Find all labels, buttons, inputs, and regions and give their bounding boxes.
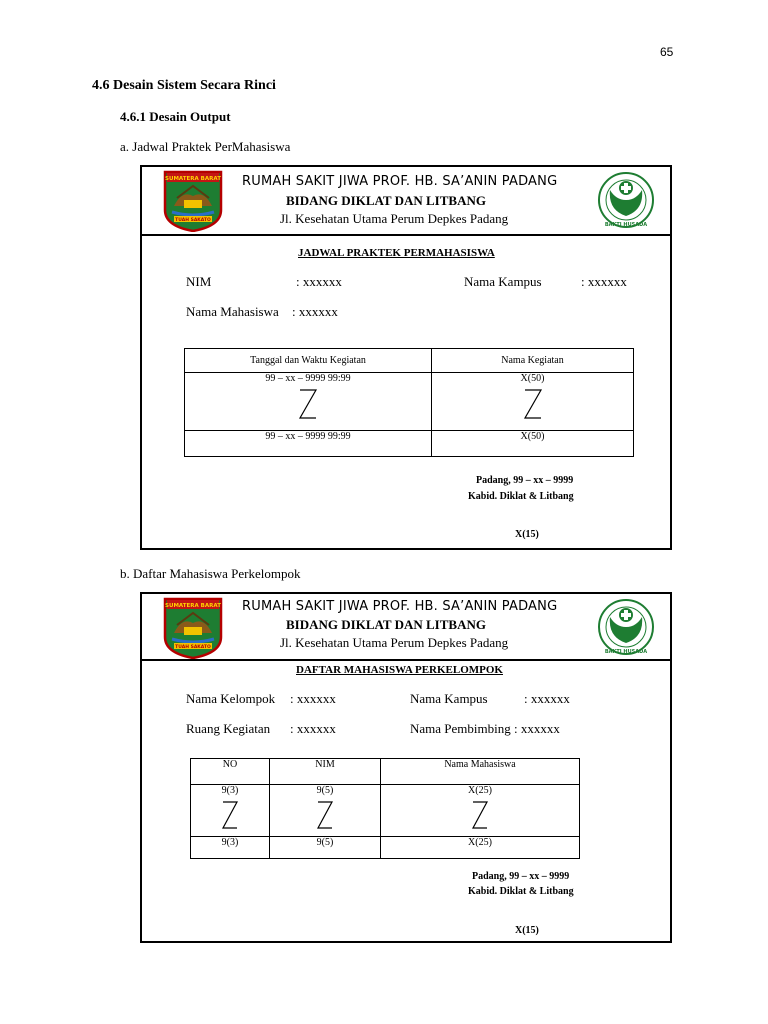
- table-cell: 9(3): [191, 837, 270, 859]
- logo-caption: BAKTI HUSADA: [604, 222, 648, 228]
- form-b-label: b. Daftar Mahasiswa Perkelompok: [120, 566, 301, 581]
- nim-label: NIM: [186, 274, 212, 289]
- header-divider: [142, 659, 670, 661]
- table-header-cell: Nama Kegiatan: [432, 349, 634, 373]
- table-cell: [381, 785, 580, 837]
- header-hospital-name: RUMAH SAKIT JIWA PROF. HB. SA’ANIN PADANG: [242, 174, 558, 189]
- header-department: BIDANG DIKLAT DAN LITBANG: [286, 193, 486, 208]
- table-cell: 99 – xx – 9999 99:99: [185, 431, 432, 457]
- table-header-cell: NO: [191, 759, 270, 785]
- cell-value: 9(5): [316, 785, 334, 796]
- signature-name: X(15): [515, 529, 539, 540]
- cell-value: 99 – xx – 9999 99:99: [265, 373, 351, 384]
- pembimbing-value: : xxxxxx: [514, 721, 560, 736]
- table-cell: [185, 373, 432, 431]
- bakti-husada-logo-icon: [594, 170, 658, 230]
- sumatera-barat-emblem-icon: [162, 170, 224, 232]
- kelompok-value: : xxxxxx: [290, 691, 336, 706]
- form-b-daftar-mahasiswa: [140, 592, 672, 943]
- cell-value: X(50): [520, 373, 545, 384]
- repeat-z-icon: [316, 800, 334, 830]
- table-cell: X(50): [432, 431, 634, 457]
- emblem-top-text: SUMATERA BARAT: [165, 176, 221, 182]
- kampus-label: Nama Kampus: [410, 691, 488, 706]
- emblem-top-text: SUMATERA BARAT: [165, 603, 221, 609]
- kampus-value: : xxxxxx: [524, 691, 570, 706]
- form-a-jadwal-praktek: [140, 165, 672, 550]
- emblem-bottom-text: TUAH SAKATO: [175, 218, 211, 223]
- signature-position: Kabid. Diklat & Litbang: [468, 491, 574, 502]
- pembimbing-label: Nama Pembimbing: [410, 721, 511, 736]
- jadwal-table: [184, 348, 634, 457]
- ruang-value: : xxxxxx: [290, 721, 336, 736]
- cell-value: 9(3): [221, 785, 239, 796]
- kelompok-label: Nama Kelompok: [186, 691, 276, 706]
- header-department: BIDANG DIKLAT DAN LITBANG: [286, 617, 486, 632]
- header-divider: [142, 234, 670, 236]
- table-cell: [432, 373, 634, 431]
- form-title: JADWAL PRAKTEK PERMAHASISWA: [298, 247, 495, 259]
- signature-name: X(15): [515, 925, 539, 936]
- kampus-label: Nama Kampus: [464, 274, 542, 289]
- mahasiswa-table: [190, 758, 580, 859]
- table-cell: [191, 785, 270, 837]
- kampus-value: : xxxxxx: [581, 274, 627, 289]
- table-header-cell: NIM: [270, 759, 381, 785]
- emblem-bottom-text: TUAH SAKATO: [175, 645, 211, 650]
- signature-position: Kabid. Diklat & Litbang: [468, 886, 574, 897]
- section-heading: 4.6 Desain Sistem Secara Rinci: [92, 78, 276, 93]
- logo-caption: BAKTI HUSADA: [604, 649, 648, 655]
- sumatera-barat-emblem-icon: [162, 597, 224, 659]
- repeat-z-icon: [298, 388, 318, 420]
- mahasiswa-label: Nama Mahasiswa: [186, 304, 279, 319]
- header-address: Jl. Kesehatan Utama Perum Depkes Padang: [280, 635, 509, 650]
- signature-place-date: Padang, 99 – xx – 9999: [476, 475, 574, 486]
- table-cell: X(25): [381, 837, 580, 859]
- table-header-cell: Tanggal dan Waktu Kegiatan: [185, 349, 432, 373]
- cell-value: X(25): [468, 785, 492, 796]
- repeat-z-icon: [221, 800, 239, 830]
- form-a-label: a. Jadwal Praktek PerMahasiswa: [120, 139, 291, 154]
- form-title: DAFTAR MAHASISWA PERKELOMPOK: [296, 664, 503, 676]
- repeat-z-icon: [471, 800, 489, 830]
- table-header-cell: Nama Mahasiswa: [381, 759, 580, 785]
- ruang-label: Ruang Kegiatan: [186, 721, 271, 736]
- table-cell: [270, 785, 381, 837]
- header-hospital-name: RUMAH SAKIT JIWA PROF. HB. SA’ANIN PADANG: [242, 599, 558, 614]
- table-cell: 9(5): [270, 837, 381, 859]
- header-address: Jl. Kesehatan Utama Perum Depkes Padang: [280, 211, 509, 226]
- repeat-z-icon: [523, 388, 543, 420]
- page-number: 65: [660, 45, 674, 59]
- subsection-heading: 4.6.1 Desain Output: [120, 109, 231, 124]
- bakti-husada-logo-icon: [594, 597, 658, 657]
- mahasiswa-value: : xxxxxx: [292, 304, 338, 319]
- nim-value: : xxxxxx: [296, 274, 342, 289]
- signature-place-date: Padang, 99 – xx – 9999: [472, 871, 570, 882]
